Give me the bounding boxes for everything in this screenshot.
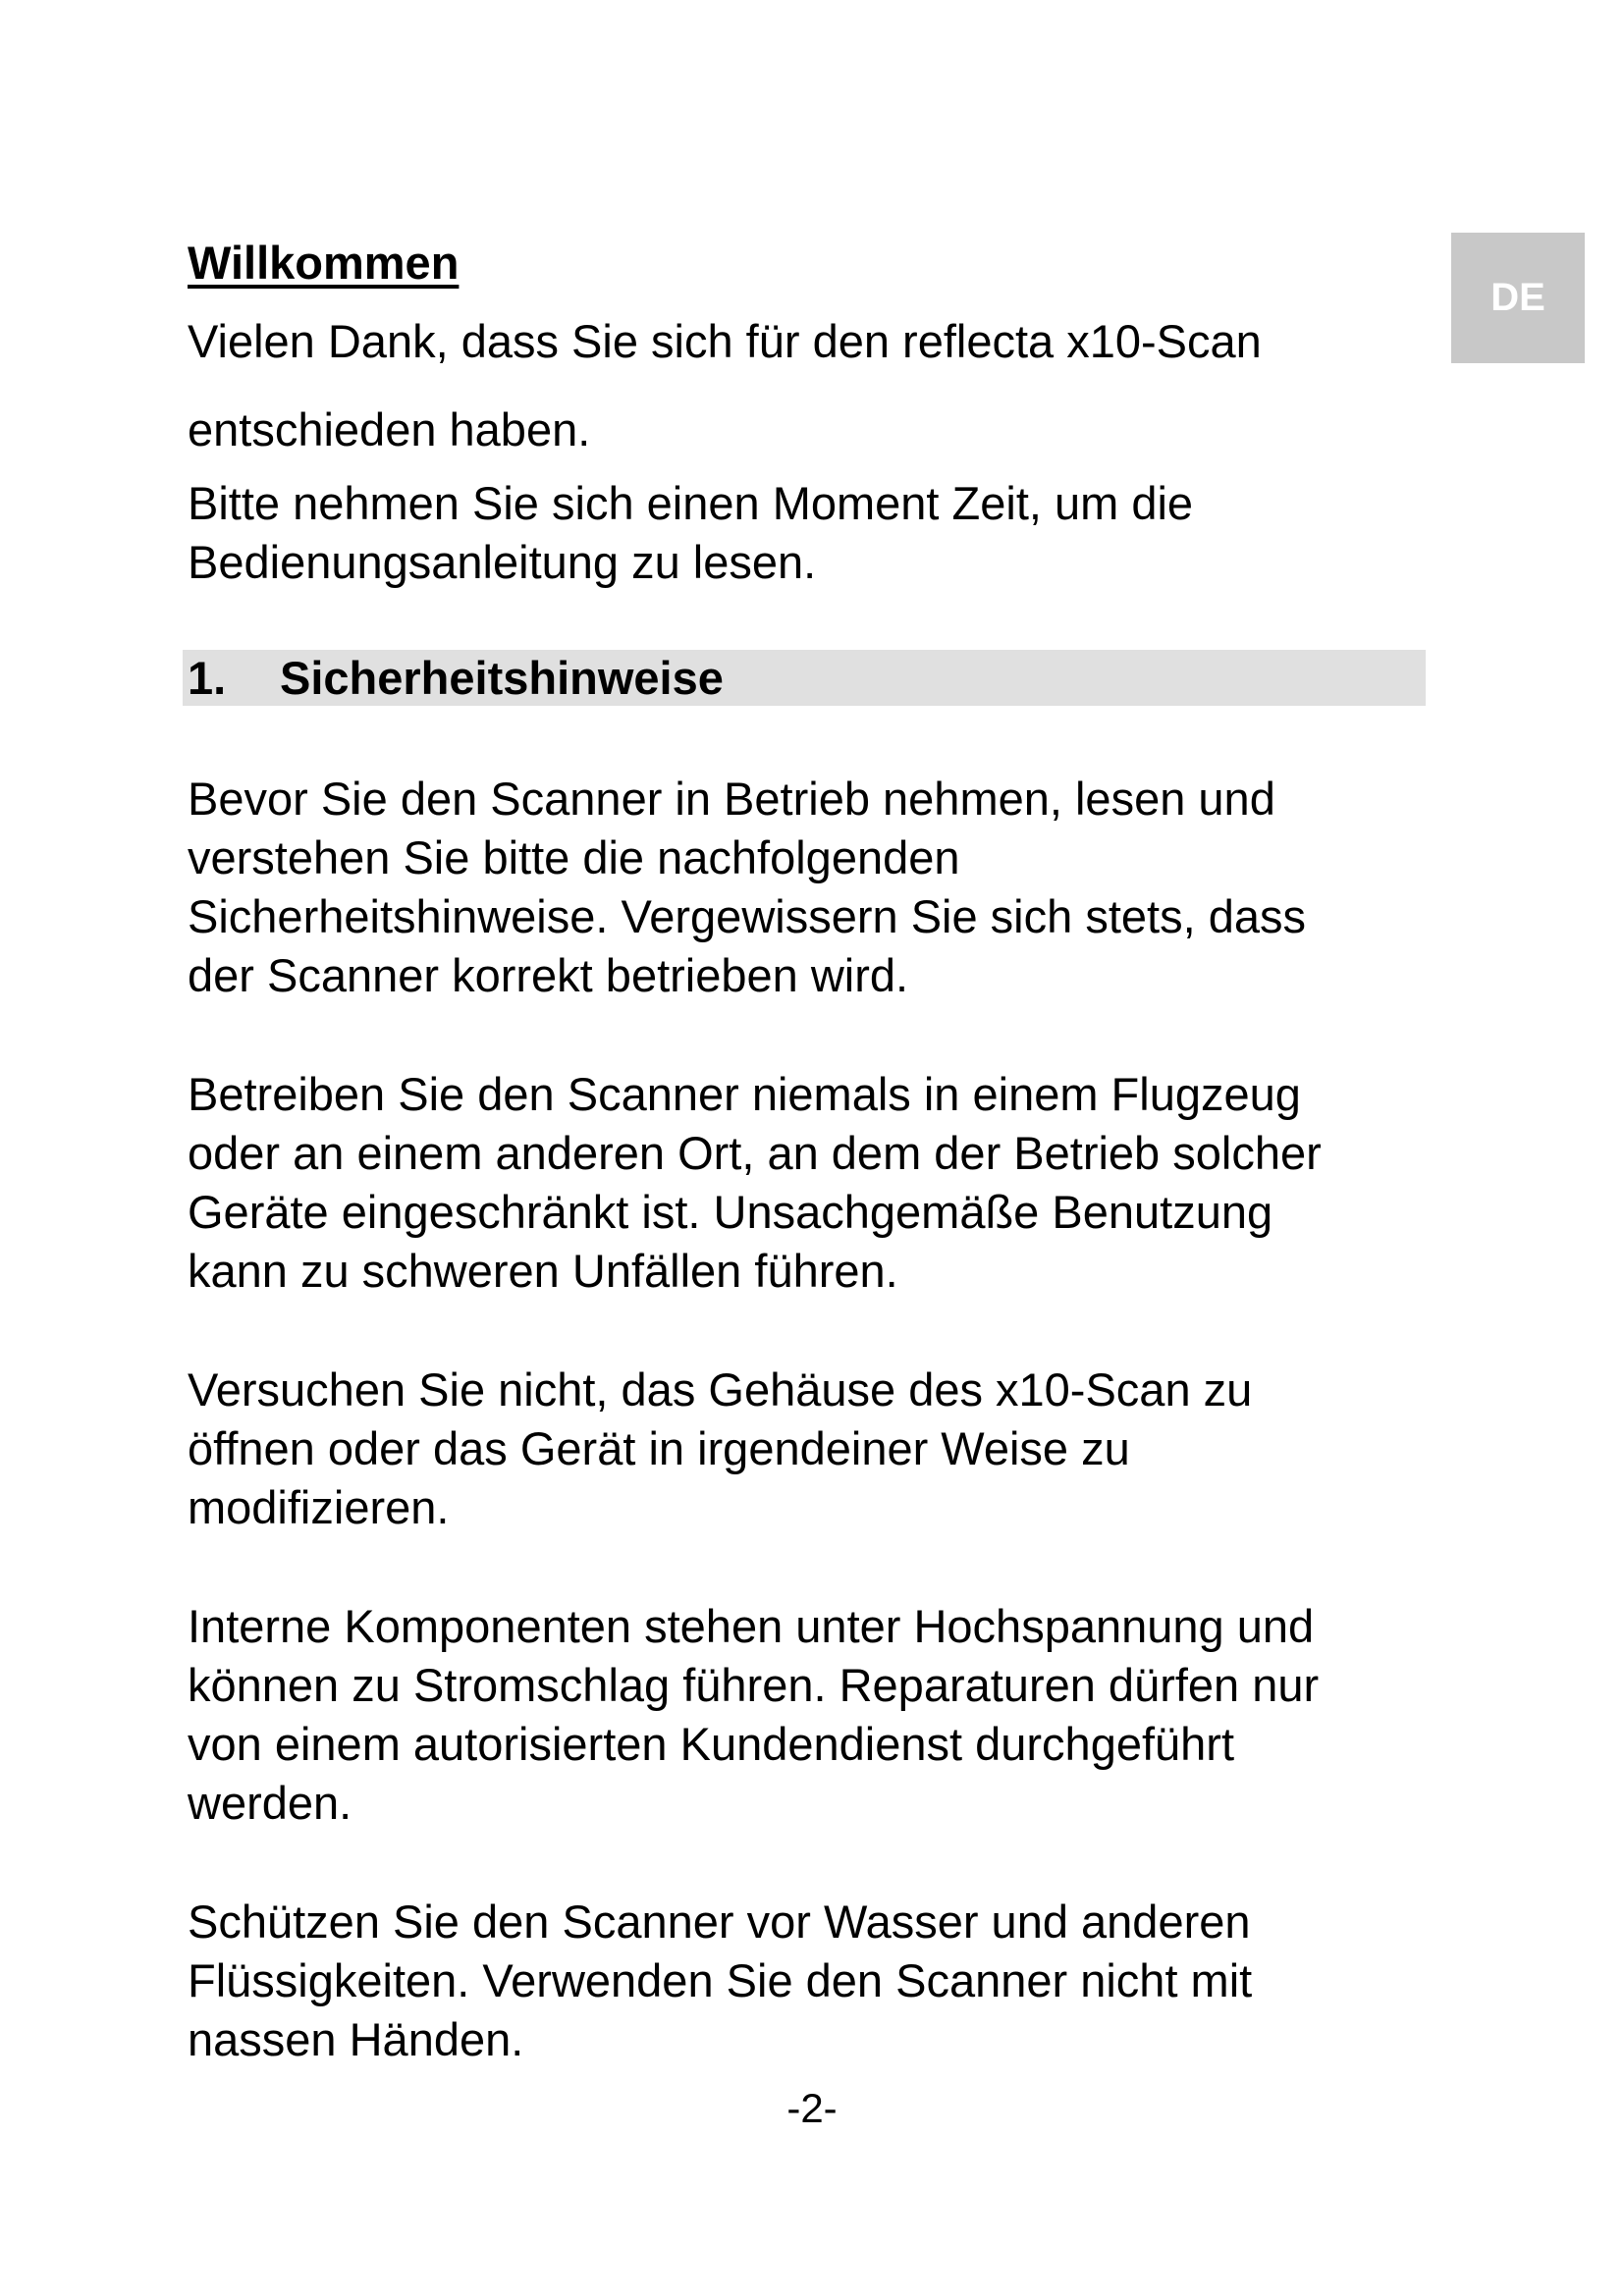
paragraph-line: werden. <box>188 1777 352 1829</box>
paragraph-line: von einem autorisierten Kundendienst durchgeführt <box>188 1718 1235 1770</box>
section-title: Sicherheitshinweise <box>280 652 724 704</box>
paragraph-4 <box>188 1597 1435 1833</box>
welcome-line-1: Vielen Dank, dass Sie sich für den reflecta x10-Scan <box>188 315 1262 367</box>
paragraph-line: verstehen Sie bitte die nachfolgenden <box>188 831 960 883</box>
paragraph-line: Versuchen Sie nicht, das Gehäuse des x10-Scan zu <box>188 1363 1253 1415</box>
paragraph-2 <box>188 1065 1435 1301</box>
page-number: -2- <box>786 2085 838 2131</box>
paragraph-line: oder an einem anderen Ort, an dem der Betrieb solcher <box>188 1127 1322 1179</box>
section-heading-bar <box>183 650 1426 706</box>
paragraph-1 <box>188 770 1435 1005</box>
paragraph-line: Interne Komponenten stehen unter Hochspannung und <box>188 1600 1315 1652</box>
paragraph-5 <box>188 1893 1435 2069</box>
welcome-line-2: entschieden haben. <box>188 403 591 455</box>
welcome-line-3: Bitte nehmen Sie sich einen Moment Zeit, um die <box>188 477 1194 529</box>
paragraph-line: Sicherheitshinweise. Vergewissern Sie sich stets, dass <box>188 890 1306 942</box>
paragraph-line: Bevor Sie den Scanner in Betrieb nehmen, lesen und <box>188 773 1275 825</box>
paragraph-line: Flüssigkeiten. Verwenden Sie den Scanner nicht mit <box>188 1954 1253 2006</box>
welcome-line-4: Bedienungsanleitung zu lesen. <box>188 536 817 588</box>
paragraph-line: modifizieren. <box>188 1481 450 1533</box>
paragraph-3 <box>188 1361 1435 1537</box>
paragraph-line: öffnen oder das Gerät in irgendeiner Weise zu <box>188 1422 1130 1474</box>
paragraph-line: können zu Stromschlag führen. Reparaturen dürfen nur <box>188 1659 1320 1711</box>
language-tab: DE <box>1451 233 1585 363</box>
welcome-heading: Willkommen <box>188 237 460 289</box>
paragraph-line: der Scanner korrekt betrieben wird. <box>188 949 909 1001</box>
paragraph-line: nassen Händen. <box>188 2013 524 2065</box>
paragraph-line: Betreiben Sie den Scanner niemals in einem Flugzeug <box>188 1068 1301 1120</box>
paragraph-line: kann zu schweren Unfällen führen. <box>188 1245 898 1297</box>
paragraph-line: Schützen Sie den Scanner vor Wasser und anderen <box>188 1896 1251 1948</box>
section-number: 1. <box>188 652 227 704</box>
paragraph-line: Geräte eingeschränkt ist. Unsachgemäße Benutzung <box>188 1186 1273 1238</box>
